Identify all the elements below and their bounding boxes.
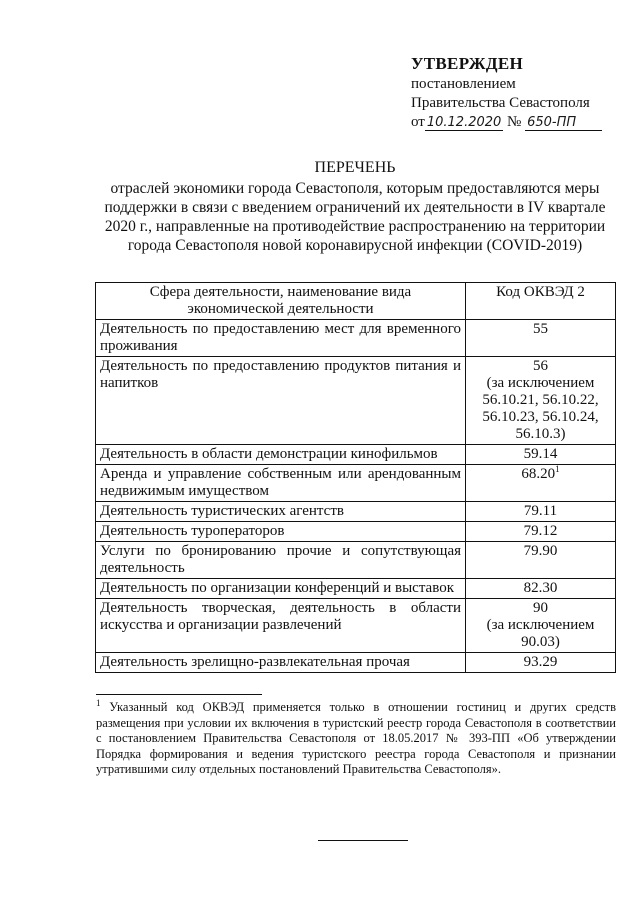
okved-code-cell [466, 653, 616, 673]
footnote [96, 697, 616, 778]
okved-code-cell [466, 357, 616, 445]
okved-code: 68.20 [521, 466, 556, 482]
footnote-reference: 1 [555, 464, 560, 474]
document-subtitle: отраслей экономики города Севастополя, которым предоставляются меры поддержки в связи с введением ограничений их деятельности в IV квартале 2020 г., направленные на противодействие распространению на территории города Севастополя новой коронавирусной инфекции (COVID-2019) [104, 180, 606, 254]
table-row [96, 502, 616, 522]
okved-code: 82.30 [523, 580, 558, 596]
activity-name-cell: Деятельность зрелищно-развлекательная прочая [96, 653, 466, 673]
activity-name-cell: Услуги по бронированию прочие и сопутствующая деятельность [96, 542, 466, 579]
date-prefix: от [411, 114, 425, 130]
okved-code-cell [466, 502, 616, 522]
table-row [96, 542, 616, 579]
activity-name-cell: Деятельность творческая, деятельность в области искусства и организации развлечений [96, 599, 466, 653]
table-row [96, 465, 616, 502]
activity-name-cell: Деятельность по организации конференций и выставок [96, 579, 466, 599]
okved-code-cell [466, 599, 616, 653]
okved-code-cell [466, 465, 616, 502]
activity-name-cell: Деятельность туроператоров [96, 522, 466, 542]
okved-code: 59.14 [523, 446, 558, 462]
okved-code: 79.12 [523, 523, 558, 539]
footnote-marker: 1 [96, 697, 101, 708]
okved-code: 79.11 [523, 503, 558, 519]
okved-code-cell [466, 542, 616, 579]
document-title: ПЕРЕЧЕНЬ [314, 159, 396, 176]
okved-code-cell [466, 445, 616, 465]
header-code-cell: Код ОКВЭД 2 [466, 283, 616, 320]
okved-code-cell [466, 320, 616, 357]
date-value: 10.12.2020 [426, 115, 502, 130]
table-row [96, 579, 616, 599]
table-row [96, 653, 616, 673]
table-row [96, 522, 616, 542]
okved-code-cell [466, 522, 616, 542]
activity-name-cell: Деятельность в области демонстрации кинофильмов [96, 445, 466, 465]
end-divider [318, 840, 408, 841]
okved-code-cell [466, 579, 616, 599]
approval-line-2: Правительства Севастополя [411, 95, 590, 111]
okved-code: 79.90 [523, 543, 558, 559]
number-value: 650-ПП [525, 115, 602, 131]
document-title-block [95, 158, 615, 255]
number-prefix: № [507, 114, 522, 130]
okved-code: 55 [533, 321, 548, 337]
table-header-row [96, 283, 616, 320]
okved-code: 90 [533, 600, 548, 616]
okved-code: 56 [533, 358, 548, 374]
okved-exception-note: (за исключением 56.10.21, 56.10.22, 56.10.23, 56.10.24, 56.10.3) [482, 375, 599, 442]
approval-block [411, 54, 611, 132]
activity-name-cell: Деятельность туристических агентств [96, 502, 466, 522]
table-row [96, 599, 616, 653]
okved-code: 93.29 [523, 654, 558, 670]
approval-date-line [411, 113, 611, 132]
okved-table [95, 282, 616, 673]
approval-line-1: постановлением [411, 76, 516, 92]
activity-name-cell: Деятельность по предоставлению мест для временного проживания [96, 320, 466, 357]
table-row [96, 357, 616, 445]
footnote-divider [96, 694, 262, 695]
header-name-cell: Сфера деятельности, наименование вида экономической деятельности [96, 283, 466, 320]
okved-exception-note: (за исключением 90.03) [486, 617, 595, 650]
activity-name-cell: Деятельность по предоставлению продуктов питания и напитков [96, 357, 466, 445]
footnote-text: Указанный код ОКВЭД применяется только в отношении гостиниц и других средств размещения при условии их включения в туристский реестр города Севастополя в соответствии с постановлением Правительства Севастополя от 18.05.2017 № 393-ПП «Об утверждении Порядка формирования и ведения туристского реестра города Севастополя и признании утратившими силу отдельных постановлений Правительства Севастополя». [96, 700, 616, 776]
table-row [96, 445, 616, 465]
activity-name-cell: Аренда и управление собственным или арендованным недвижимым имуществом [96, 465, 466, 502]
approval-heading: УТВЕРЖДЕН [411, 54, 524, 73]
table-row [96, 320, 616, 357]
